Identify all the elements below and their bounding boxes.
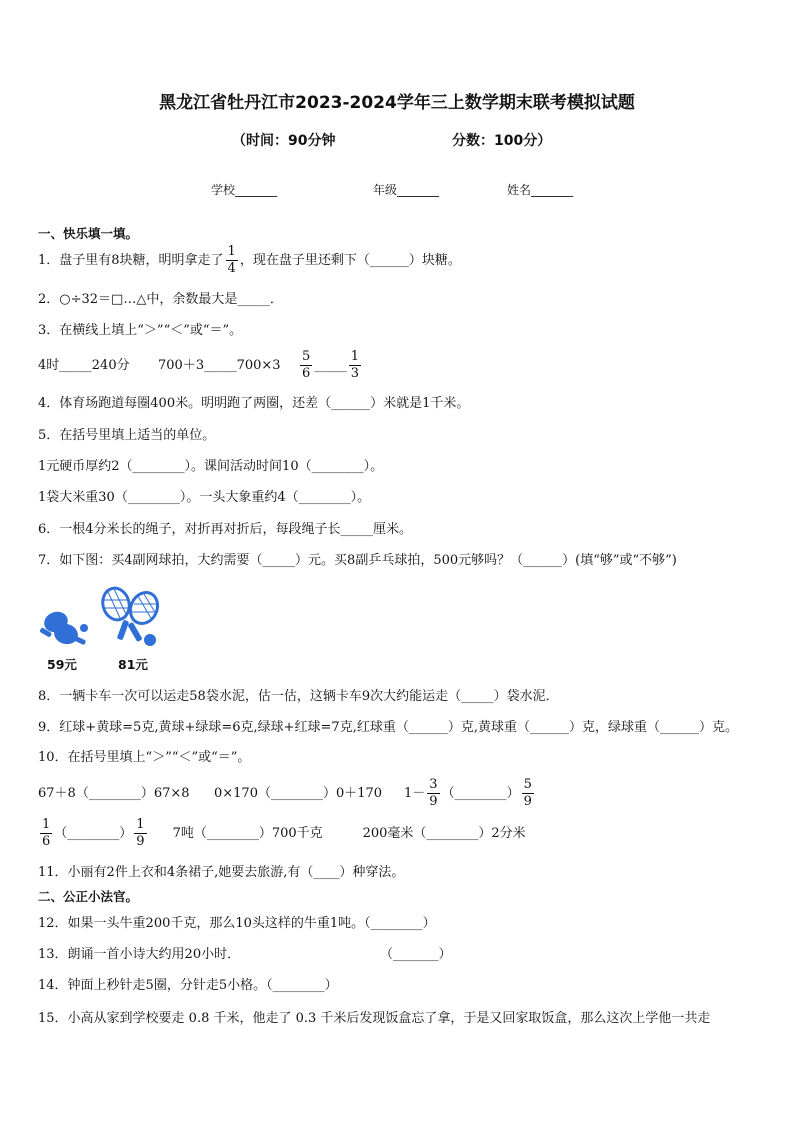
section-heading-1: 一、快乐填一填。 [38, 226, 139, 241]
section-heading-2: 二、公正小法官。 [38, 889, 139, 904]
question-8: 8．一辆卡车一次可以运走58袋水泥，估一估，这辆卡车9次大约能运走（_____）袋水泥． [38, 689, 559, 704]
question-9: 9．红球+黄球=5克,黄球+绿球=6克,绿球+红球=7克,红球重（______）克,黄球重（______）克，绿球重（______）克。 [38, 720, 738, 735]
q3-item-c-blank: _____ [314, 358, 347, 373]
q3-item-b: 700＋3_____700×3 [158, 358, 281, 373]
question-11: 11．小丽有2件上衣和4条裙子,她要去旅游,有（____）种穿法。 [38, 865, 405, 880]
page-title: 黑龙江省牡丹江市2023-2024学年三上数学期末联考模拟试题 [159, 93, 635, 113]
q10-item-a: 67＋8（________）67×8 [38, 786, 190, 801]
fraction-one-quarter: $\frac{1}{4}$ [227, 244, 236, 276]
question-15: 15．小高从家到学校要走 0.8 千米，他走了 0.3 千米后发现饭盒忘了拿，于是又回家取饭盒，那么这次上学他一共走 [38, 1011, 711, 1026]
fraction-one-third: $\frac{1}{3}$ [350, 349, 360, 381]
question-5-line-a: 1元硬币厚约2（________）。课间活动时间10（________）。 [38, 459, 384, 474]
question-5: 5．在括号里填上适当的单位。 [38, 428, 216, 443]
price-label-tennis: 81元 [118, 657, 148, 672]
question-13-blank: （_______） [380, 947, 452, 962]
question-1-text-a: 1．盘子里有8块糖，明明拿走了 [38, 253, 224, 268]
price-label-ping-pong: 59元 [47, 657, 77, 672]
question-10: 10．在括号里填上“＞”“＜”或“＝”。 [38, 750, 251, 765]
q10-item-d-blank: （________） [54, 826, 133, 841]
fraction-five-sixths: $\frac{5}{6}$ [302, 349, 311, 381]
question-4: 4．体育场跑道每圈400米。明明跑了两圈，还差（______）米就是1千米。 [38, 396, 470, 411]
question-3: 3．在横线上填上“＞”“＜”或“＝”。 [38, 323, 243, 338]
question-13: 13．朗诵一首小诗大约用20小时． [38, 947, 241, 962]
school-field: 学校_______ [211, 183, 278, 197]
exam-time: （时间：90分钟 [232, 133, 336, 149]
question-5-line-b: 1袋大米重30（________）。一头大象重约4（________）。 [38, 490, 371, 505]
ping-pong-paddles-icon [36, 606, 91, 650]
q10-item-e: 7吨（________）700千克 [172, 826, 323, 841]
exam-score: 分数：100分） [452, 133, 552, 149]
fraction-one-ninth: $\frac{1}{9}$ [136, 817, 145, 849]
fraction-one-sixth: $\frac{1}{6}$ [42, 817, 51, 849]
question-6: 6．一根4分米长的绳子，对折再对折后，每段绳子长_____厘米。 [38, 522, 413, 537]
q10-item-b: 0×170（________）0＋170 [214, 786, 383, 801]
grade-field: 年级_______ [373, 183, 440, 197]
name-field: 姓名_______ [507, 183, 574, 197]
fraction-five-ninths: $\frac{5}{9}$ [523, 777, 532, 809]
fraction-three-ninths: $\frac{3}{9}$ [429, 777, 438, 809]
question-1 [38, 244, 461, 277]
q10-item-c-prefix: 1－ [404, 786, 426, 801]
question-7: 7．如下图：买4副网球拍，大约需要（_____）元。买8副乒乓球拍，500元够吗？（______）(填“够”或“不够”) [38, 553, 677, 568]
question-2: 2．○÷32＝□…△中，余数最大是_____． [38, 292, 283, 307]
question-10-row-2 [38, 817, 526, 850]
question-10-row-1 [38, 777, 536, 810]
tennis-rackets-icon [98, 586, 170, 652]
question-3-row [38, 349, 363, 382]
question-1-text-b: ，现在盘子里还剩下（______）块糖。 [239, 253, 461, 268]
question-14: 14．钟面上秒针走5圈，分针走5小格。（________） [38, 978, 338, 993]
question-12: 12．如果一头牛重200千克，那么10头这样的牛重1吨。（________） [38, 916, 436, 931]
q3-item-a: 4时_____240分 [38, 358, 130, 373]
q10-item-f: 200毫米（________）2分米 [362, 826, 526, 841]
q10-item-c-blank: （________） [441, 786, 520, 801]
